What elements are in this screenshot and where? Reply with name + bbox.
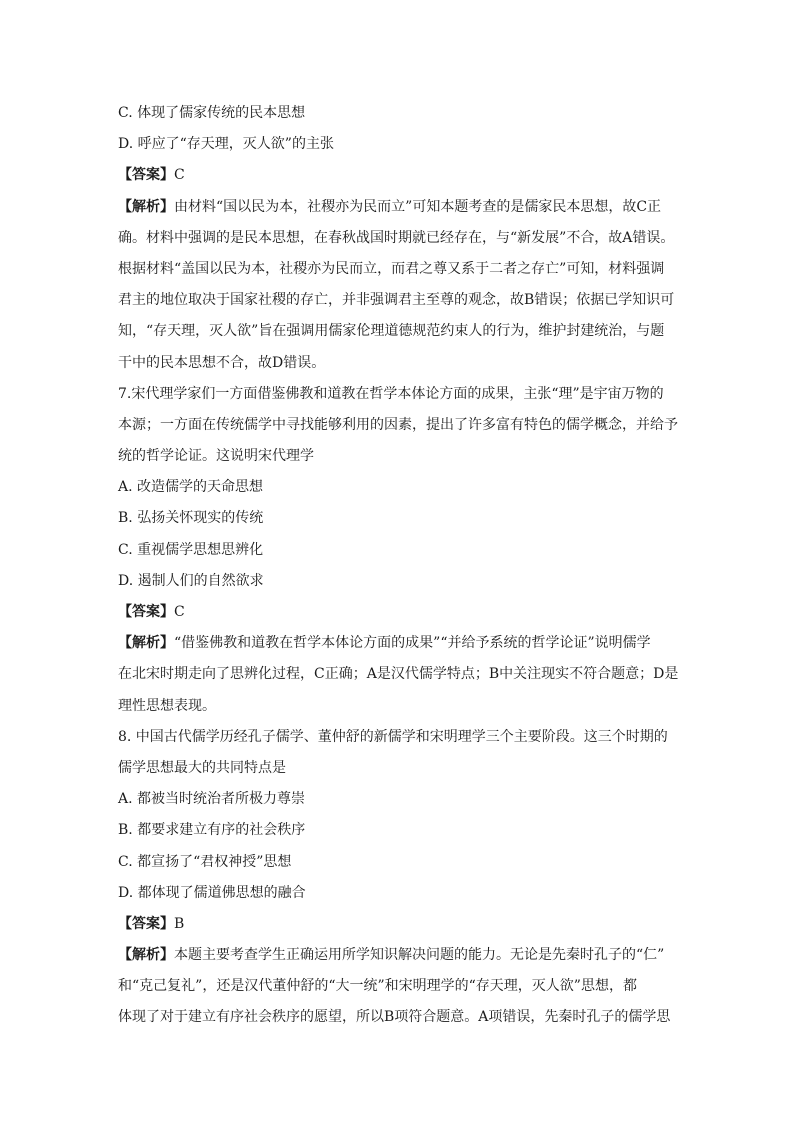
- analysis-text: “借鉴佛教和道教在哲学本体论方面的成果”“并给予系统的哲学论证”说明儒学: [174, 635, 651, 652]
- q6-option-c: C. 体现了儒家传统的民本思想: [118, 105, 306, 121]
- answer-label: 【答案】: [118, 167, 174, 184]
- analysis-text: 本题主要考查学生正确运用所学知识解决问题的能力。无论是先秦时孔子的“仁”: [174, 947, 665, 964]
- analysis-text: 由材料“国以民为本，社稷亦为民而立”可知本题考查的是儒家民本思想，故C正: [174, 198, 662, 215]
- answer-value: C: [174, 604, 185, 620]
- q8-stem-line: 8. 中国古代儒学历经孔子儒学、董仲舒的新儒学和宋明理学三个主要阶段。这三个时期的: [118, 728, 668, 745]
- q6-analysis-line: 知，“存天理，灭人欲”旨在强调用儒家伦理道德规范约束人的行为，维护封建统治，与题: [118, 323, 665, 340]
- q8-answer: [118, 909, 678, 940]
- q7-stem-line: 7.宋代理学家们一方面借鉴佛教和道教在哲学本体论方面的成果，主张“理”是宇宙万物的: [118, 385, 664, 402]
- q8-option-a: A. 都被当时统治者所极力尊崇: [118, 791, 306, 808]
- q7-analysis-line: [118, 628, 678, 659]
- q6-analysis-line: [118, 192, 678, 223]
- q7-option-a: A. 改造儒学的天命思想: [118, 479, 264, 496]
- answer-label: 【答案】: [118, 915, 174, 932]
- q8-analysis-line: 和“克己复礼”，还是汉代董仲舒的“大一统”和宋明理学的“存天理，灭人欲”思想，都: [118, 978, 637, 995]
- q7-stem-line: 本源；一方面在传统儒学中寻找能够利用的因素，提出了许多富有特色的儒学概念，并给予: [118, 416, 678, 433]
- analysis-label: 【解析】: [118, 947, 174, 964]
- q6-analysis-line: 君主的地位取决于国家社稷的存亡，并非强调君主至尊的观念，故B错误；依据已学知识可: [118, 292, 675, 309]
- q8-option-b: B. 都要求建立有序的社会秩序: [118, 822, 306, 839]
- answer-value: B: [174, 915, 185, 932]
- q8-option-d: D. 都体现了儒道佛思想的融合: [118, 884, 306, 901]
- q7-answer: [118, 597, 678, 628]
- answer-label: 【答案】: [118, 604, 174, 620]
- q7-option-c: C. 重视儒学思想思辨化: [118, 541, 264, 558]
- analysis-label: 【解析】: [118, 198, 174, 215]
- q7-analysis-line: 在北宋时期走向了思辨化过程，C正确；A是汉代儒学特点；B中关注现实不符合题意；D是: [118, 666, 679, 683]
- answer-value: C: [174, 167, 185, 184]
- analysis-label: 【解析】: [118, 635, 174, 652]
- q6-answer: [118, 160, 678, 191]
- q6-analysis-line: 根据材料“盖国以民为本，社稷亦为民而立，而君之尊又系于二者之存亡”可知，材料强调: [118, 260, 665, 277]
- q6-analysis-line: 确。材料中强调的是民本思想，在春秋战国时期就已经存在，与“新发展”不合，故A错误。: [118, 229, 675, 246]
- q6-option-d: D. 呼应了“存天理，灭人欲”的主张: [118, 136, 334, 153]
- q8-analysis-line: [118, 940, 678, 971]
- q7-option-d: D. 遏制人们的自然欲求: [118, 572, 264, 589]
- document-page: [118, 98, 678, 1034]
- q7-stem-line: 统的哲学论证。这说明宋代理学: [118, 448, 314, 465]
- q8-analysis-line: 体现了对于建立有序社会秩序的愿望，所以B项符合题意。A项错误，先秦时孔子的儒学思: [118, 1009, 671, 1026]
- q8-stem-line: 儒学思想最大的共同特点是: [118, 759, 286, 776]
- q7-analysis-line: 理性思想表现。: [118, 697, 216, 714]
- q8-option-c: C. 都宣扬了“君权神授”思想: [118, 853, 292, 870]
- q6-analysis-line: 干中的民本思想不合，故D错误。: [118, 354, 326, 371]
- q7-option-b: B. 弘扬关怀现实的传统: [118, 510, 264, 527]
